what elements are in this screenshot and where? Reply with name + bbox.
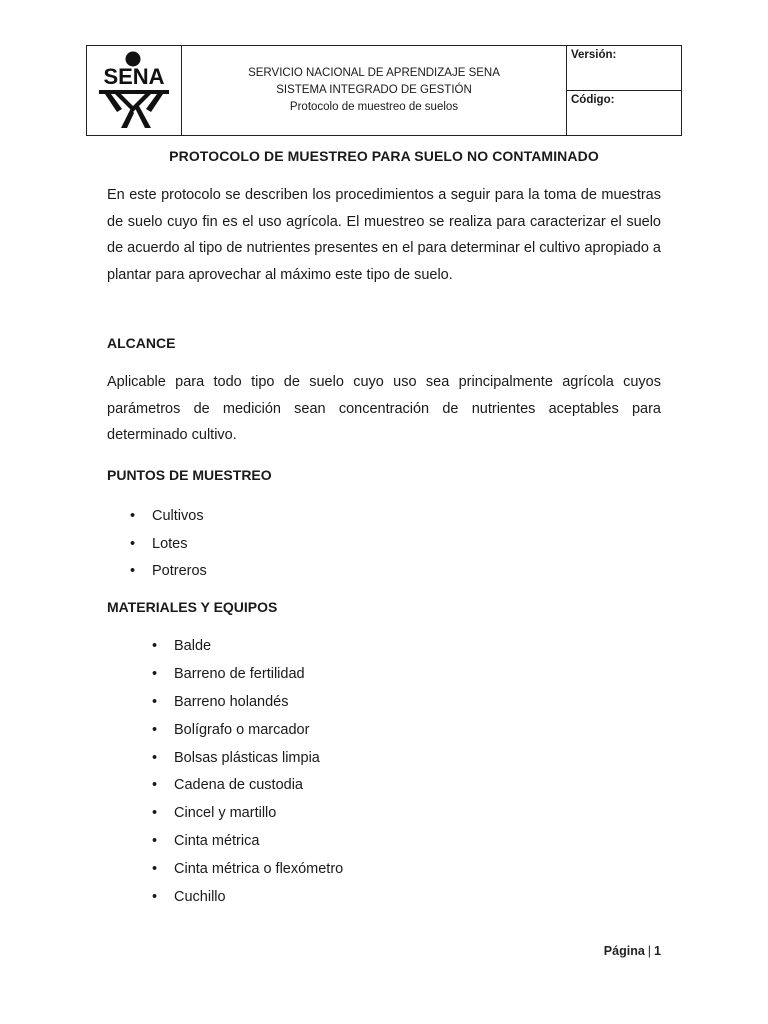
org-name: SERVICIO NACIONAL DE APRENDIZAJE SENA [248,67,500,79]
bullet-icon: • [152,805,158,822]
list-item: • Cultivos [130,508,204,524]
list-item: • Cuchillo [152,889,226,906]
materiales-heading: MATERIALES Y EQUIPOS [107,599,278,615]
bullet-icon: • [152,889,158,906]
list-item: • Cinta métrica o flexómetro [152,861,344,878]
bullet-icon: • [152,638,158,654]
page-label: Página [603,944,645,958]
intro-paragraph: En este protocolo se describen los procedimientos a seguir para la toma de muestras de suelo cuyo fin es el uso agrícola. El muestreo se realiza para caracterizar el suelo de acuerdo al tipo de nutrientes presentes en el para determinar el cultivo apropiado a plantar para aprovechar al máximo este tipo de suelo. [107,187,661,284]
bullet-icon: • [152,665,158,682]
document-title: PROTOCOLO DE MUESTREO PARA SUELO NO CONTAMINADO [169,148,599,164]
bullet-icon: • [130,563,136,579]
document-subject: Protocolo de muestreo de suelos [289,101,459,113]
bullet-icon: • [152,721,158,738]
bullet-icon: • [130,535,136,552]
alcance-heading: ALCANCE [107,335,176,351]
list-item: • Potreros [130,563,207,579]
svg-text:SENA: SENA [103,64,165,89]
logo-cell [87,46,182,136]
bullet-icon: • [152,749,158,766]
list-item: • Barreno de fertilidad [152,665,305,682]
version-cell: Versión: [567,46,682,91]
bullet-icon: • [130,508,136,524]
page-footer [604,944,661,958]
list-item: • Cinta métrica [152,833,260,850]
page-number: 1 [654,944,661,958]
bullet-icon: • [152,833,158,850]
sena-logo [93,50,175,130]
document-header [86,45,682,136]
code-cell: Código: [567,91,682,136]
list-item: • Cincel y martillo [152,805,277,822]
list-item: • Lotes [130,535,188,552]
list-item: • Bolsas plásticas limpia [152,749,320,766]
materiales-list [152,638,344,917]
header-title-cell [182,46,567,136]
list-item: • Barreno holandés [152,693,289,710]
system-name: SISTEMA INTEGRADO DE GESTIÓN [276,84,472,96]
list-item: • Cadena de custodia [152,777,303,794]
puntos-heading: PUNTOS DE MUESTREO [107,467,272,483]
alcance-paragraph: Aplicable para todo tipo de suelo cuyo uso sea principalmente agrícola cuyos parámetros de medición sean concentración de nutrientes aceptables para determinado cultivo. [107,374,661,444]
bullet-icon: • [152,861,158,878]
list-item: • Balde [152,638,212,654]
list-item: • Bolígrafo o marcador [152,721,310,738]
bullet-icon: • [152,777,158,794]
bullet-icon: • [152,693,158,710]
puntos-list [130,508,207,591]
page-separator: | [647,944,652,958]
